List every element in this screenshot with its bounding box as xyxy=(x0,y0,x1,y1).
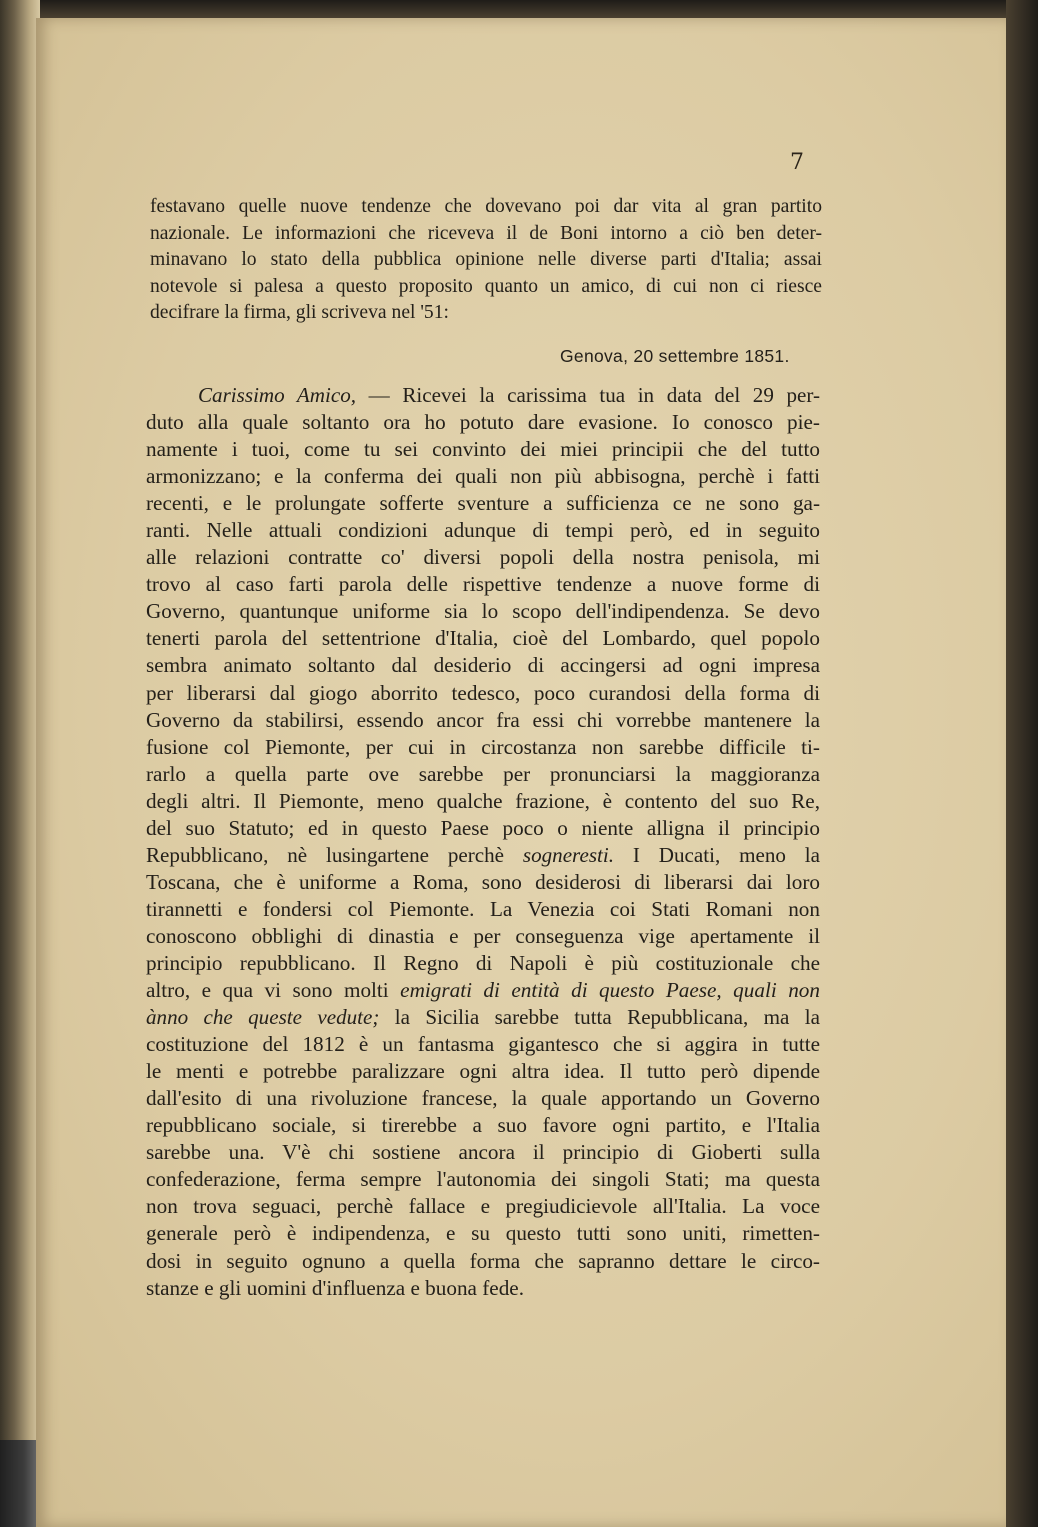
letter-italic-text: sogneresti. xyxy=(522,842,615,867)
letter-line: fusione col Piemonte, per cui in circostanza non sarebbe difficile ti- xyxy=(146,734,820,759)
letter-dateline: Genova, 20 settembre 1851. xyxy=(560,346,790,366)
letter-line: tenerti parola del settentrione d'Italia, cioè del Lombardo, quel popolo xyxy=(146,626,820,651)
letter-salutation: Carissimo Amico, xyxy=(198,383,357,407)
letter-line-text: — Ricevei la carissima tua in data del 29 per- xyxy=(368,383,820,407)
letter-line-text: I Ducati, meno la xyxy=(632,842,820,867)
letter-line: dall'esito di una rivoluzione francese, la quale apportando un Governo xyxy=(146,1086,820,1111)
letter-line: Toscana, che è uniforme a Roma, sono desiderosi di liberarsi dai loro xyxy=(146,869,820,894)
letter-line: generale però è indipendenza, e su questo tutti sono uniti, rimetten- xyxy=(146,1221,820,1246)
intro-paragraph xyxy=(150,194,822,327)
letter-line: recenti, e le prolungate sofferte sventure a sufficienza ce ne sono ga- xyxy=(146,491,820,516)
intro-line: minavano lo stato della pubblica opinione nelle diverse parti d'Italia; assai xyxy=(150,249,822,270)
letter-line-text: la Sicilia sarebbe tutta Repubblicana, ma la xyxy=(394,1005,820,1030)
letter-line xyxy=(146,1004,820,1031)
letter-line-text: Repubblicano, nè lusingartene perchè xyxy=(146,842,504,867)
letter-line: alle relazioni contratte co' diversi popoli della nostra penisola, mi xyxy=(146,545,820,570)
intro-line: notevole si palesa a questo proposito quanto un amico, di cui non ci riesce xyxy=(150,275,822,297)
letter-line-text: altro, e qua vi sono molti xyxy=(146,978,389,1003)
letter-line: tirannetti e fondersi col Piemonte. La Venezia coi Stati Romani non xyxy=(146,896,820,921)
letter-line: trovo al caso farti parola delle rispettive tendenze a nuove forme di xyxy=(146,572,820,597)
letter-line: per liberarsi dal giogo aborrito tedesco, poco curandosi della forma di xyxy=(146,680,820,705)
letter-line: Governo, quantunque uniforme sia lo scopo dell'indipendenza. Se devo xyxy=(146,599,820,624)
page-number: 7 xyxy=(790,150,804,175)
letter-line: degli altri. Il Piemonte, meno qualche frazione, è contento del suo Re, xyxy=(146,788,820,813)
letter-line: dosi in seguito ognuno a quella forma che sapranno dettare le circo- xyxy=(146,1248,820,1273)
letter-line: Governo da stabilirsi, essendo ancor fra essi chi vorrebbe mantenere la xyxy=(146,707,820,732)
letter-line: confederazione, ferma sempre l'autonomia dei singoli Stati; ma questa xyxy=(146,1167,820,1192)
book-binding xyxy=(0,0,40,1527)
intro-line: nazionale. Le informazioni che riceveva il de Boni intorno a ciò ben deter- xyxy=(150,222,822,244)
letter-line: duto alla quale soltanto ora ho potuto dare evasione. Io conosco pie- xyxy=(146,410,820,435)
letter-line: ranti. Nelle attuali condizioni adunque di tempi però, ed in seguito xyxy=(146,518,820,543)
letter-line: le menti e potrebbe paralizzare ogni altra idea. Il tutto però dipende xyxy=(146,1059,820,1084)
scan-right-edge xyxy=(1006,0,1038,1527)
letter-italic-text: emigrati di entità di questo Paese, quali non xyxy=(400,978,820,1003)
letter-last-line: stanze e gli uomini d'influenza e buona fede. xyxy=(146,1275,524,1300)
letter-body xyxy=(146,382,820,1302)
letter-line: repubblicano sociale, si tirerebbe a suo favore ogni partito, e l'Italia xyxy=(146,1113,820,1138)
letter-line: non trova seguaci, perchè fallace e pregiudicievole all'Italia. La voce xyxy=(146,1194,820,1219)
letter-line: namente i tuoi, come tu sei convinto dei miei principii che del tutto xyxy=(146,437,820,462)
letter-line xyxy=(146,842,820,869)
letter-italic-text: ànno che queste vedute; xyxy=(146,1005,380,1030)
intro-line: festavano quelle nuove tendenze che dovevano poi dar vita al gran partito xyxy=(150,196,822,217)
letter-first-line xyxy=(146,382,820,409)
letter-line: sembra animato soltanto dal desiderio di accingersi ad ogni impresa xyxy=(146,653,820,678)
letter-line: costituzione del 1812 è un fantasma gigantesco che si aggira in tutte xyxy=(146,1032,820,1057)
letter-line: sarebbe una. V'è chi sostiene ancora il principio di Gioberti sulla xyxy=(146,1140,820,1165)
scan-top-edge xyxy=(36,0,1006,18)
letter-line: del suo Statuto; ed in questo Paese poco o niente alligna il principio xyxy=(146,815,820,840)
letter-line: armonizzano; e la conferma dei quali non più abbisogna, perchè i fatti xyxy=(146,464,820,489)
intro-line: decifrare la firma, gli scriveva nel '51: xyxy=(150,302,449,323)
letter-line: principio repubblicano. Il Regno di Napoli è più costituzionale che xyxy=(146,950,820,975)
letter-line: conoscono obblighi di dinastia e per conseguenza vige apertamente il xyxy=(146,923,820,948)
letter-line xyxy=(146,977,820,1004)
letter-line: rarlo a quella parte ove sarebbe per pronunciarsi la maggioranza xyxy=(146,761,820,786)
